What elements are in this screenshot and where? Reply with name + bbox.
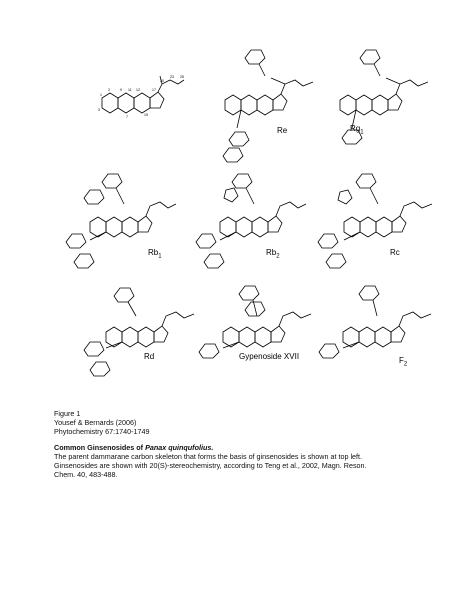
molecule-rg1-label: $Rg_1$ [350, 124, 364, 136]
svg-text:23: 23 [170, 75, 174, 79]
molecule-rb2 [190, 170, 310, 290]
svg-text:1: 1 [100, 93, 102, 97]
svg-text:2: 2 [108, 88, 110, 92]
molecule-rc [310, 170, 440, 290]
molecule-rb2-label: $Rb_2$ [266, 248, 280, 260]
svg-text:20: 20 [160, 79, 164, 83]
rd-structure [80, 282, 200, 397]
dammarane-skeleton [92, 68, 192, 138]
caption-journal: Phytochemistry 67:1740-1749 [54, 427, 150, 436]
gypenoside-xvii-structure [195, 282, 315, 397]
f2-structure [315, 282, 435, 397]
svg-text:3: 3 [98, 108, 100, 112]
molecule-rc-label: Rc [390, 248, 400, 257]
molecule-gypenoside-xvii [195, 282, 315, 397]
molecule-f2-label: $F_2$ [399, 356, 408, 368]
caption-line-1: The parent dammarane carbon skeleton that forms the basis of ginsenosides is shown at top left. [54, 452, 363, 461]
molecule-re-label: Re [277, 126, 288, 135]
molecule-f2 [315, 282, 435, 397]
rb1-structure [60, 170, 180, 290]
molecule-rd-label: Rd [144, 352, 155, 361]
rb2-structure [190, 170, 310, 290]
svg-text:11: 11 [128, 88, 132, 92]
figure-caption [54, 409, 434, 479]
svg-text:7: 7 [126, 115, 128, 119]
molecule-rg1 [330, 48, 440, 168]
caption-authors: Yousef & Bernards (2006) [54, 418, 137, 427]
molecule-gypenoside-xvii-label: Gypenoside XVII [239, 352, 300, 361]
molecule-rd [80, 282, 200, 397]
molecule-rb1 [60, 170, 180, 290]
molecule-re [215, 48, 325, 168]
caption-title: Common Ginsenosides of Panax quinqufolius. [54, 443, 214, 452]
svg-text:17: 17 [152, 88, 156, 92]
svg-text:9: 9 [120, 88, 122, 92]
svg-text:12: 12 [136, 88, 140, 92]
re-structure [215, 48, 325, 168]
caption-line-3: Chem. 40, 483-488. [54, 470, 118, 479]
figure-number: Figure 1 [54, 409, 81, 418]
rc-structure [310, 170, 440, 290]
caption-line-2: Ginsenosides are shown with 20(S)-stereochemistry, according to Teng et al., 2002, Magn. Reson. [54, 461, 367, 470]
skeleton-structure [92, 68, 192, 138]
svg-text:15: 15 [144, 113, 148, 117]
molecule-rb1-label: $Rb_1$ [148, 248, 162, 260]
rg1-structure [330, 48, 440, 168]
svg-text:25: 25 [180, 75, 184, 79]
